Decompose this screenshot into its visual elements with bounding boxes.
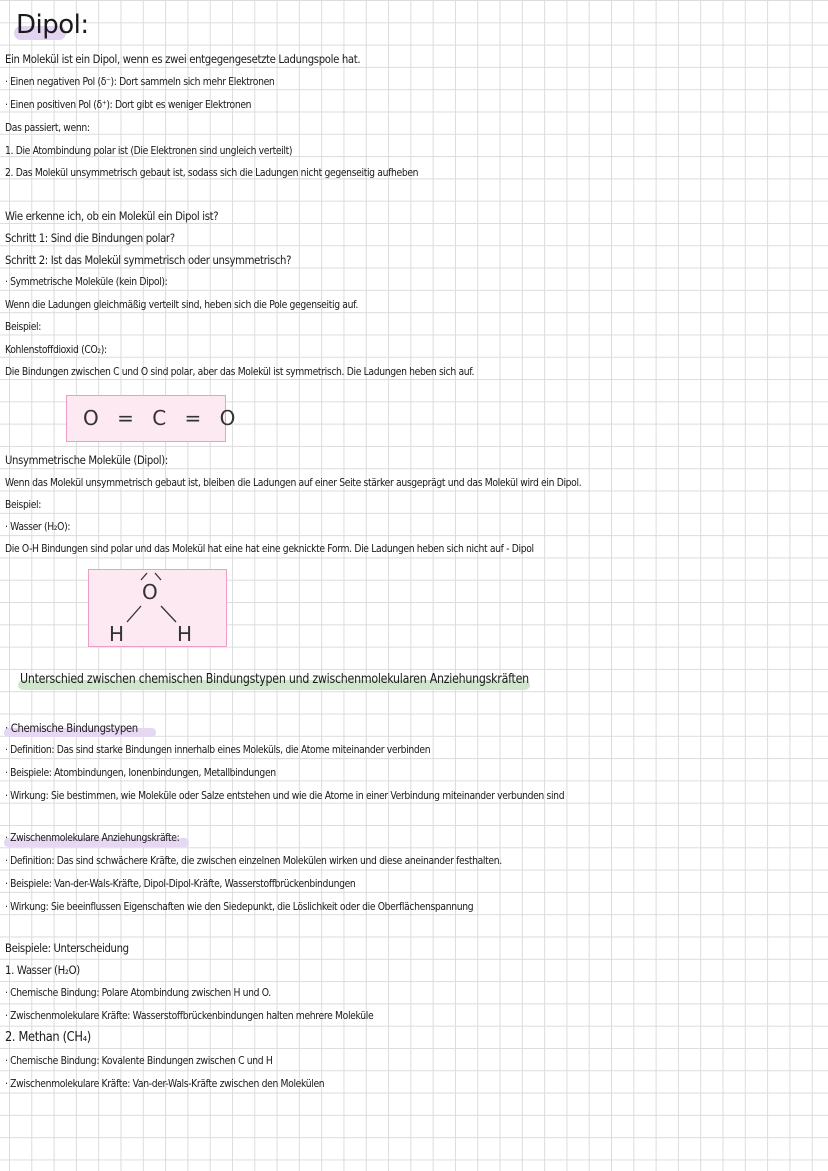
text-line: 1. Die Atombindung polar ist (Die Elektronen sind ungleich verteilt) <box>5 145 293 157</box>
text-line: Die O-H Bindungen sind polar und das Molekül hat eine hat eine geknickte Form. Die Ladungen heben sich nicht auf - Dipol <box>5 543 534 555</box>
oxygen-atom: O <box>142 580 158 604</box>
text-line: · Einen positiven Pol (δ⁺): Dort gibt es weniger Elektronen <box>5 99 252 111</box>
text-line: Kohlenstoffdioxid (CO₂): <box>5 344 107 356</box>
hydrogen-atom-right: H <box>177 622 193 646</box>
text-line: Beispiele: Unterscheidung <box>5 941 129 955</box>
text-line: 2. Methan (CH₄) <box>5 1030 91 1045</box>
text-line: Unsymmetrische Moleküle (Dipol): <box>5 453 168 467</box>
text-line: Schritt 1: Sind die Bindungen polar? <box>5 231 175 245</box>
section-heading: Unterschied zwischen chemischen Bindungstypen und zwischenmolekularen Anziehungskräften <box>20 672 529 687</box>
text-line: · Wasser (H₂O): <box>5 521 71 533</box>
page-title: Dipol: <box>16 10 89 40</box>
text-line: · Zwischenmolekulare Kräfte: Van-der-Wals-Kräfte zwischen den Molekülen <box>5 1078 325 1090</box>
text-line: · Wirkung: Sie beeinflussen Eigenschaften wie den Siedepunkt, die Löslichkeit oder die Oberflächenspannung <box>5 901 474 913</box>
text-line: Ein Molekül ist ein Dipol, wenn es zwei entgegengesetzte Ladungspole hat. <box>5 52 361 66</box>
subheading: · Zwischenmolekulare Anziehungskräfte: <box>5 832 180 844</box>
text-line: Beispiel: <box>5 321 42 333</box>
text-line: · Chemische Bindung: Kovalente Bindungen zwischen C und H <box>5 1055 273 1067</box>
text-line: Die Bindungen zwischen C und O sind polar, aber das Molekül ist symmetrisch. Die Ladungen heben sich auf. <box>5 366 475 378</box>
subheading: · Chemische Bindungstypen <box>5 721 138 735</box>
h2o-structure-box <box>88 569 227 647</box>
text-line: · Beispiele: Atombindungen, Ionenbindungen, Metallbindungen <box>5 767 276 779</box>
text-line: Wenn die Ladungen gleichmäßig verteilt sind, heben sich die Pole gegenseitig auf. <box>5 299 358 311</box>
text-line: 2. Das Molekül unsymmetrisch gebaut ist, sodass sich die Ladungen nicht gegenseitig aufheben <box>5 167 419 179</box>
text-line: Wenn das Molekül unsymmetrisch gebaut ist, bleiben die Ladungen auf einer Seite stärker ausgeprägt und das Molekül wird ein Dipol. <box>5 477 582 489</box>
text-line: · Definition: Das sind schwächere Kräfte, die zwischen einzelnen Molekülen wirken und diese aneinander festhalten. <box>5 855 502 867</box>
text-line: · Wirkung: Sie bestimmen, wie Moleküle oder Salze entstehen und wie die Atome in einer Verbindung miteinander verbunden sind <box>5 790 565 802</box>
text-line: Wie erkenne ich, ob ein Molekül ein Dipol ist? <box>5 209 219 223</box>
co2-structure-box <box>66 395 242 442</box>
text-line: Beispiel: <box>5 499 42 511</box>
text-line: Schritt 2: Ist das Molekül symmetrisch oder unsymmetrisch? <box>5 253 292 267</box>
text-line: · Einen negativen Pol (δ⁻): Dort sammeln sich mehr Elektronen <box>5 76 275 88</box>
text-line: · Chemische Bindung: Polare Atombindung zwischen H und O. <box>5 987 271 999</box>
text-line: Das passiert, wenn: <box>5 122 90 134</box>
text-line: · Beispiele: Van-der-Wals-Kräfte, Dipol-Dipol-Kräfte, Wasserstoffbrückenbindungen <box>5 878 356 890</box>
text-line: · Zwischenmolekulare Kräfte: Wasserstoffbrückenbindungen halten mehrere Moleküle <box>5 1010 374 1022</box>
co2-formula: O = C = O <box>83 406 242 430</box>
text-line: · Definition: Das sind starke Bindungen innerhalb eines Moleküls, die Atome miteinander verbinden <box>5 744 431 756</box>
hydrogen-atom-left: H <box>109 622 125 646</box>
text-line: · Symmetrische Moleküle (kein Dipol): <box>5 276 168 288</box>
text-line: 1. Wasser (H₂O) <box>5 963 80 977</box>
